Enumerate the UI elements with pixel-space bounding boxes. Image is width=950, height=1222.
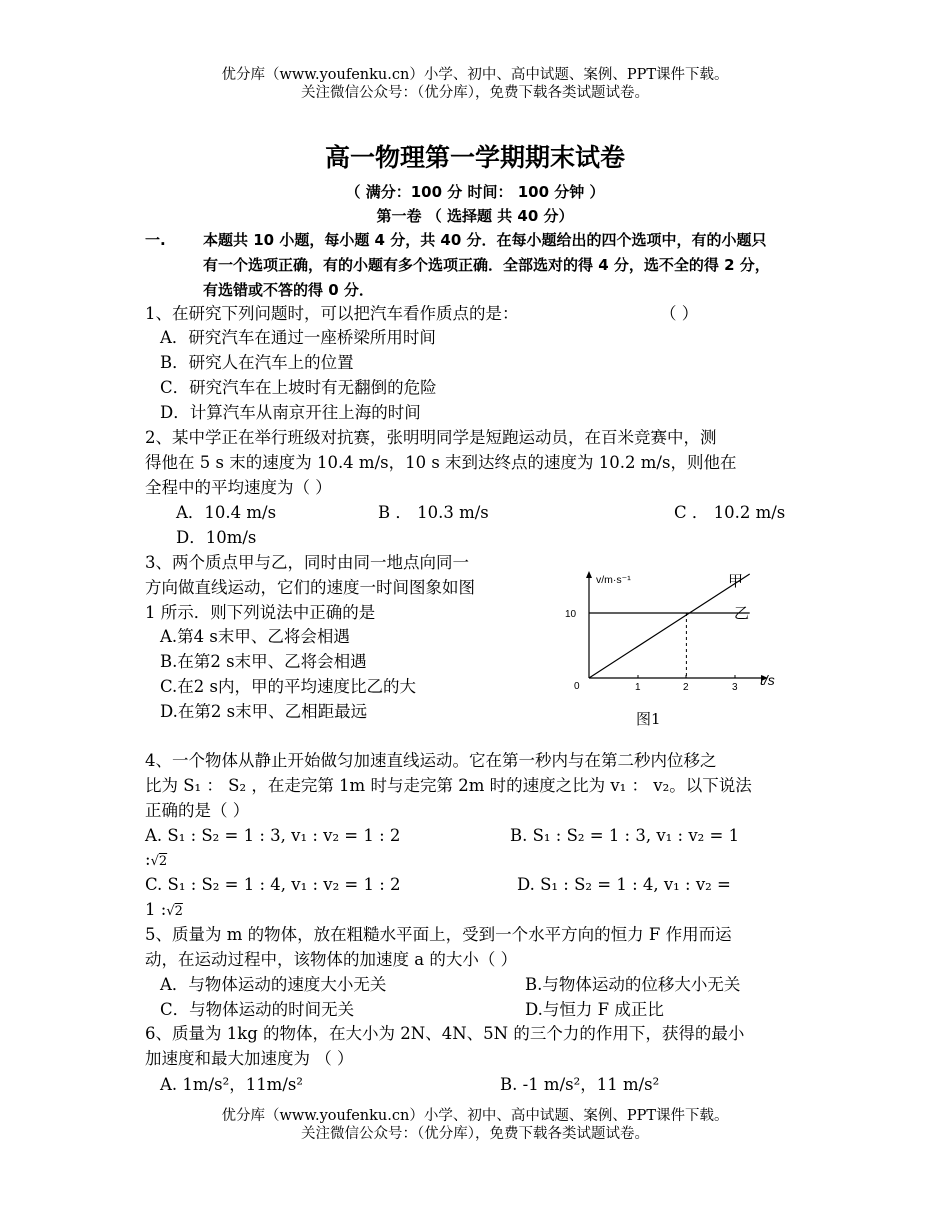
sqrt-sign: √	[150, 854, 159, 869]
q3-option-c: C.在2 s内，甲的平均速度比乙的大	[160, 677, 416, 696]
q1-option-b: B．研究人在汽车上的位置	[160, 353, 354, 372]
x-tick-3: 3	[732, 682, 738, 693]
q3-line-3: 1 所示．则下列说法中正确的是	[145, 603, 376, 622]
q1-stem: 1、在研究下列问题时，可以把汽车看作质点的是：	[145, 304, 519, 323]
q4-option-d-cont	[145, 897, 183, 924]
series-yi-label: 乙	[734, 605, 750, 622]
series-jia-line	[589, 574, 750, 678]
q4-option-b-cont	[145, 847, 167, 874]
q6-line-2: 加速度和最大加速度为 （ ）	[145, 1049, 354, 1068]
sqrt-sign: √	[166, 904, 175, 919]
sqrt-arg: 2	[174, 904, 183, 919]
sqrt-2-b	[151, 854, 168, 869]
x-tick-2: 2	[683, 682, 689, 693]
q3-line-2: 方向做直线运动，它们的速度一时间图象如图	[145, 578, 475, 597]
q4-option-c: C. S₁ : S₂ = 1 : 4, v₁ : v₂ = 1 : 2	[145, 875, 401, 894]
q4-line-2: 比为 S₁ ： S₂ ，在走完第 1m 时与走完第 2m 时的速度之比为 v₁ ： v₂。以下说法	[145, 776, 752, 795]
q2-line-2: 得他在 5 s 末的速度为 10.4 m/s，10 s 末到达终点的速度为 10.2 m/s，则他在	[145, 453, 737, 472]
q2-line-3: 全程中的平均速度为（ ）	[145, 478, 332, 497]
velocity-time-graph	[560, 566, 800, 696]
q5-line-1: 5、质量为 m 的物体，放在粗糙水平面上，受到一个水平方向的恒力 F 作用而运	[145, 925, 732, 944]
x-axis-label: t/s	[760, 672, 775, 688]
q4-line-3: 正确的是（ ）	[145, 801, 250, 820]
section-desc-3: 有选错或不答的得 0 分．	[203, 281, 374, 299]
footer-line-2: 关注微信公众号：（优分库），免费下载各类试题试卷。	[301, 1126, 649, 1142]
q1-answer-paren: （ ）	[660, 304, 699, 323]
q4-option-d: D. S₁ : S₂ = 1 : 4, v₁ : v₂ =	[517, 875, 731, 894]
series-jia-label: 甲	[728, 573, 744, 590]
exam-title: 高一物理第一学期期末试卷	[324, 143, 625, 172]
q4-option-a: A. S₁ : S₂ = 1 : 3, v₁ : v₂ = 1 : 2	[145, 826, 401, 845]
y-axis-label: v/m·s⁻¹	[596, 574, 631, 586]
q4-option-b-cont-text: :	[145, 850, 151, 869]
q5-option-d: D.与恒力 F 成正比	[525, 1000, 664, 1019]
q2-line-1: 2、某中学正在举行班级对抗赛，张明明同学是短跑运动员，在百米竞赛中，测	[145, 428, 717, 447]
q3-option-a: A.第4 s末甲、乙将会相遇	[160, 627, 350, 646]
q1-option-c: C．研究汽车在上坡时有无翻倒的危险	[160, 378, 437, 397]
q2-option-d: D．10m/s	[176, 528, 257, 547]
footer-line-1: 优分库（www.youfenku.cn）小学、初中、高中试题、案例、PPT课件下载。	[221, 1108, 729, 1124]
q4-line-1: 4、一个物体从静止开始做匀加速直线运动。它在第一秒内与在第二秒内位移之	[145, 751, 717, 770]
q6-line-1: 6、质量为 1kg 的物体，在大小为 2N、4N、5N 的三个力的作用下，获得的最小	[145, 1024, 745, 1043]
y-tick-10: 10	[565, 609, 577, 620]
q5-option-b: B.与物体运动的位移大小无关	[525, 975, 741, 994]
q5-line-2: 动，在运动过程中，该物体的加速度 a 的大小（ ）	[145, 950, 518, 969]
q3-line-1: 3、两个质点甲与乙，同时由同一地点向同一	[145, 553, 469, 572]
exam-meta: （ 满分：100 分 时间： 100 分钟 ）	[345, 183, 605, 201]
q4-option-d-cont-text: 1 :	[145, 900, 167, 919]
q2-option-b: B ． 10.3 m/s	[378, 503, 489, 522]
q1-option-a: A．研究汽车在通过一座桥梁所用时间	[160, 328, 436, 347]
section-desc-1: 本题共 10 小题，每小题 4 分，共 40 分．在每小题给出的四个选项中，有的小题只	[203, 231, 767, 249]
figure-caption: 图1	[636, 710, 661, 728]
header-line-2: 关注微信公众号：（优分库），免费下载各类试题试卷。	[301, 85, 649, 101]
sqrt-2-d	[166, 904, 183, 919]
origin-label: 0	[574, 681, 580, 692]
part-title: 第一卷 （ 选择题 共 40 分）	[376, 207, 574, 225]
section-desc-2: 有一个选项正确，有的小题有多个选项正确．全部选对的得 4 分，选不全的得 2 分，	[203, 256, 770, 274]
q2-option-a: A．10.4 m/s	[176, 503, 277, 522]
q5-option-a: A．与物体运动的速度大小无关	[160, 975, 387, 994]
section-number: 一.	[145, 231, 166, 249]
q1-option-d: D．计算汽车从南京开往上海的时间	[160, 403, 421, 422]
header-line-1: 优分库（www.youfenku.cn）小学、初中、高中试题、案例、PPT课件下载。	[221, 67, 729, 83]
q2-option-c: C ． 10.2 m/s	[674, 503, 786, 522]
q3-option-d: D.在第2 s末甲、乙相距最远	[160, 702, 368, 721]
sqrt-arg: 2	[158, 854, 168, 869]
q6-option-a: A. 1m/s²，11m/s²	[160, 1075, 303, 1094]
q6-option-b: B. -1 m/s²，11 m/s²	[500, 1075, 660, 1094]
x-tick-1: 1	[635, 682, 641, 693]
y-axis-arrow	[586, 571, 592, 578]
q5-option-c: C．与物体运动的时间无关	[160, 1000, 355, 1019]
q3-option-b: B.在第2 s末甲、乙将会相遇	[160, 652, 367, 671]
q4-option-b: B. S₁ : S₂ = 1 : 3, v₁ : v₂ = 1	[510, 826, 740, 845]
